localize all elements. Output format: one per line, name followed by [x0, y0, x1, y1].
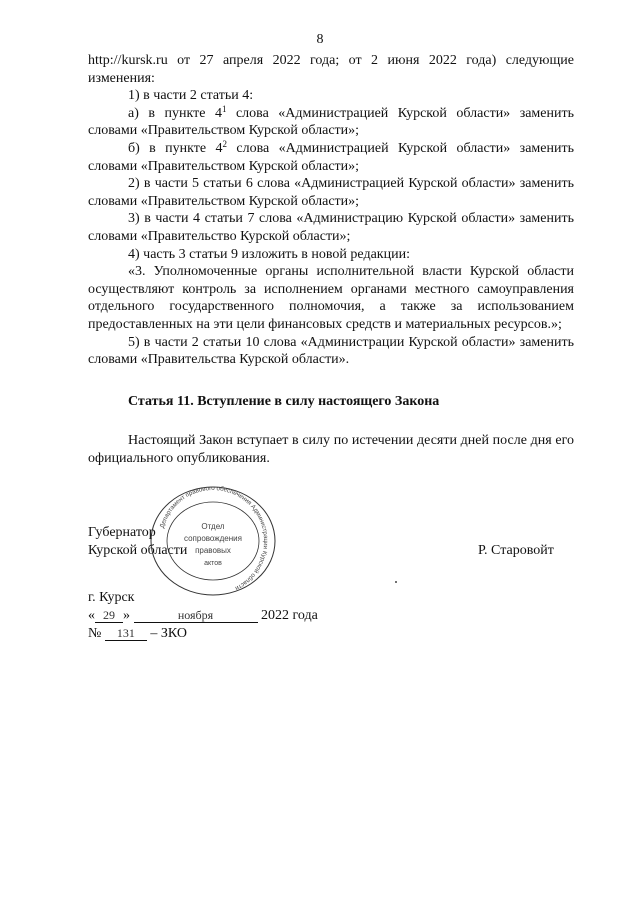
stamp-center-line4: актов — [204, 560, 222, 567]
number-value: 131 — [105, 627, 147, 641]
paragraph-item-1: 1) в части 2 статьи 4: — [128, 88, 254, 104]
item-1b-text-a: б) в пункте 4 — [128, 140, 223, 156]
number-prefix: № — [88, 626, 102, 641]
signatory-title-line1: Губернатор — [88, 525, 156, 540]
signatory-name: Р. Старовойт — [478, 543, 554, 558]
page-number: 8 — [316, 32, 324, 47]
item-1b-text-b: слова «Администрацией Курской области» заменить словами «Правительством Курской области»; — [88, 140, 574, 174]
signing-date — [88, 607, 318, 625]
paragraph-item-1a — [88, 105, 574, 140]
paragraph-item-1b — [88, 140, 574, 175]
signatory-title-line2: Курской области — [88, 543, 188, 558]
date-open-quote: « — [88, 608, 95, 623]
place-of-signing: г. Курск — [88, 590, 135, 605]
number-suffix: – ЗКО — [150, 626, 187, 641]
date-month: ноября — [134, 609, 258, 623]
paragraph-item-2: 2) в части 5 статьи 6 слова «Администрацией Курской области» заменить словами «Правительством Курской области»; — [88, 176, 574, 209]
article-heading: Статья 11. Вступление в силу настоящего Закона — [128, 393, 440, 409]
stamp-ring-text: Департамент правового обеспечения Администрации Курской области — [158, 485, 270, 592]
document-body — [88, 52, 574, 467]
item-1b-superscript: 2 — [222, 138, 228, 149]
law-number — [88, 625, 187, 643]
office-stamp — [148, 485, 278, 597]
date-close-quote: » — [123, 608, 130, 623]
stamp-center-line1: Отдел — [201, 522, 225, 531]
item-1a-text-b: слова «Администрацией Курской области» заменить словами «Правительством Курской области»; — [88, 105, 574, 139]
paragraph-item-5: 5) в части 2 статьи 10 слова «Администрации Курской области» заменить словами «Правительства Курской области». — [88, 334, 574, 368]
paragraph-item-3: 3) в части 4 статьи 7 слова «Администрацию Курской области» заменить словами «Правительство Курской области»; — [88, 211, 574, 244]
date-year: 2022 года — [261, 608, 318, 623]
stamp-center-line2: сопровождения — [184, 534, 242, 543]
paragraph-quoted-section: «3. Уполномоченные органы исполнительной власти Курской области осуществляют контроль за исполнением органами местного самоуправления отдельного государственного полномочия, а также за использованием предоставленных на эти цели финансовых средств и материальных ресурсов.»; — [88, 264, 574, 332]
item-1a-superscript: 1 — [221, 103, 227, 114]
paragraph-item-4: 4) часть 3 статьи 9 изложить в новой редакции: — [128, 246, 410, 262]
date-day: 29 — [95, 609, 123, 623]
stamp-center-line3: правовых — [195, 546, 231, 555]
item-1a-text-a: а) в пункте 4 — [128, 105, 222, 121]
ink-speck — [395, 581, 397, 583]
article-text: Настоящий Закон вступает в силу по истечении десяти дней после дня его официального опубликования. — [88, 433, 574, 466]
paragraph-intro: http://kursk.ru от 27 апреля 2022 года; от 2 июня 2022 года) следующие изменения: — [88, 53, 574, 86]
spacer — [88, 410, 574, 432]
